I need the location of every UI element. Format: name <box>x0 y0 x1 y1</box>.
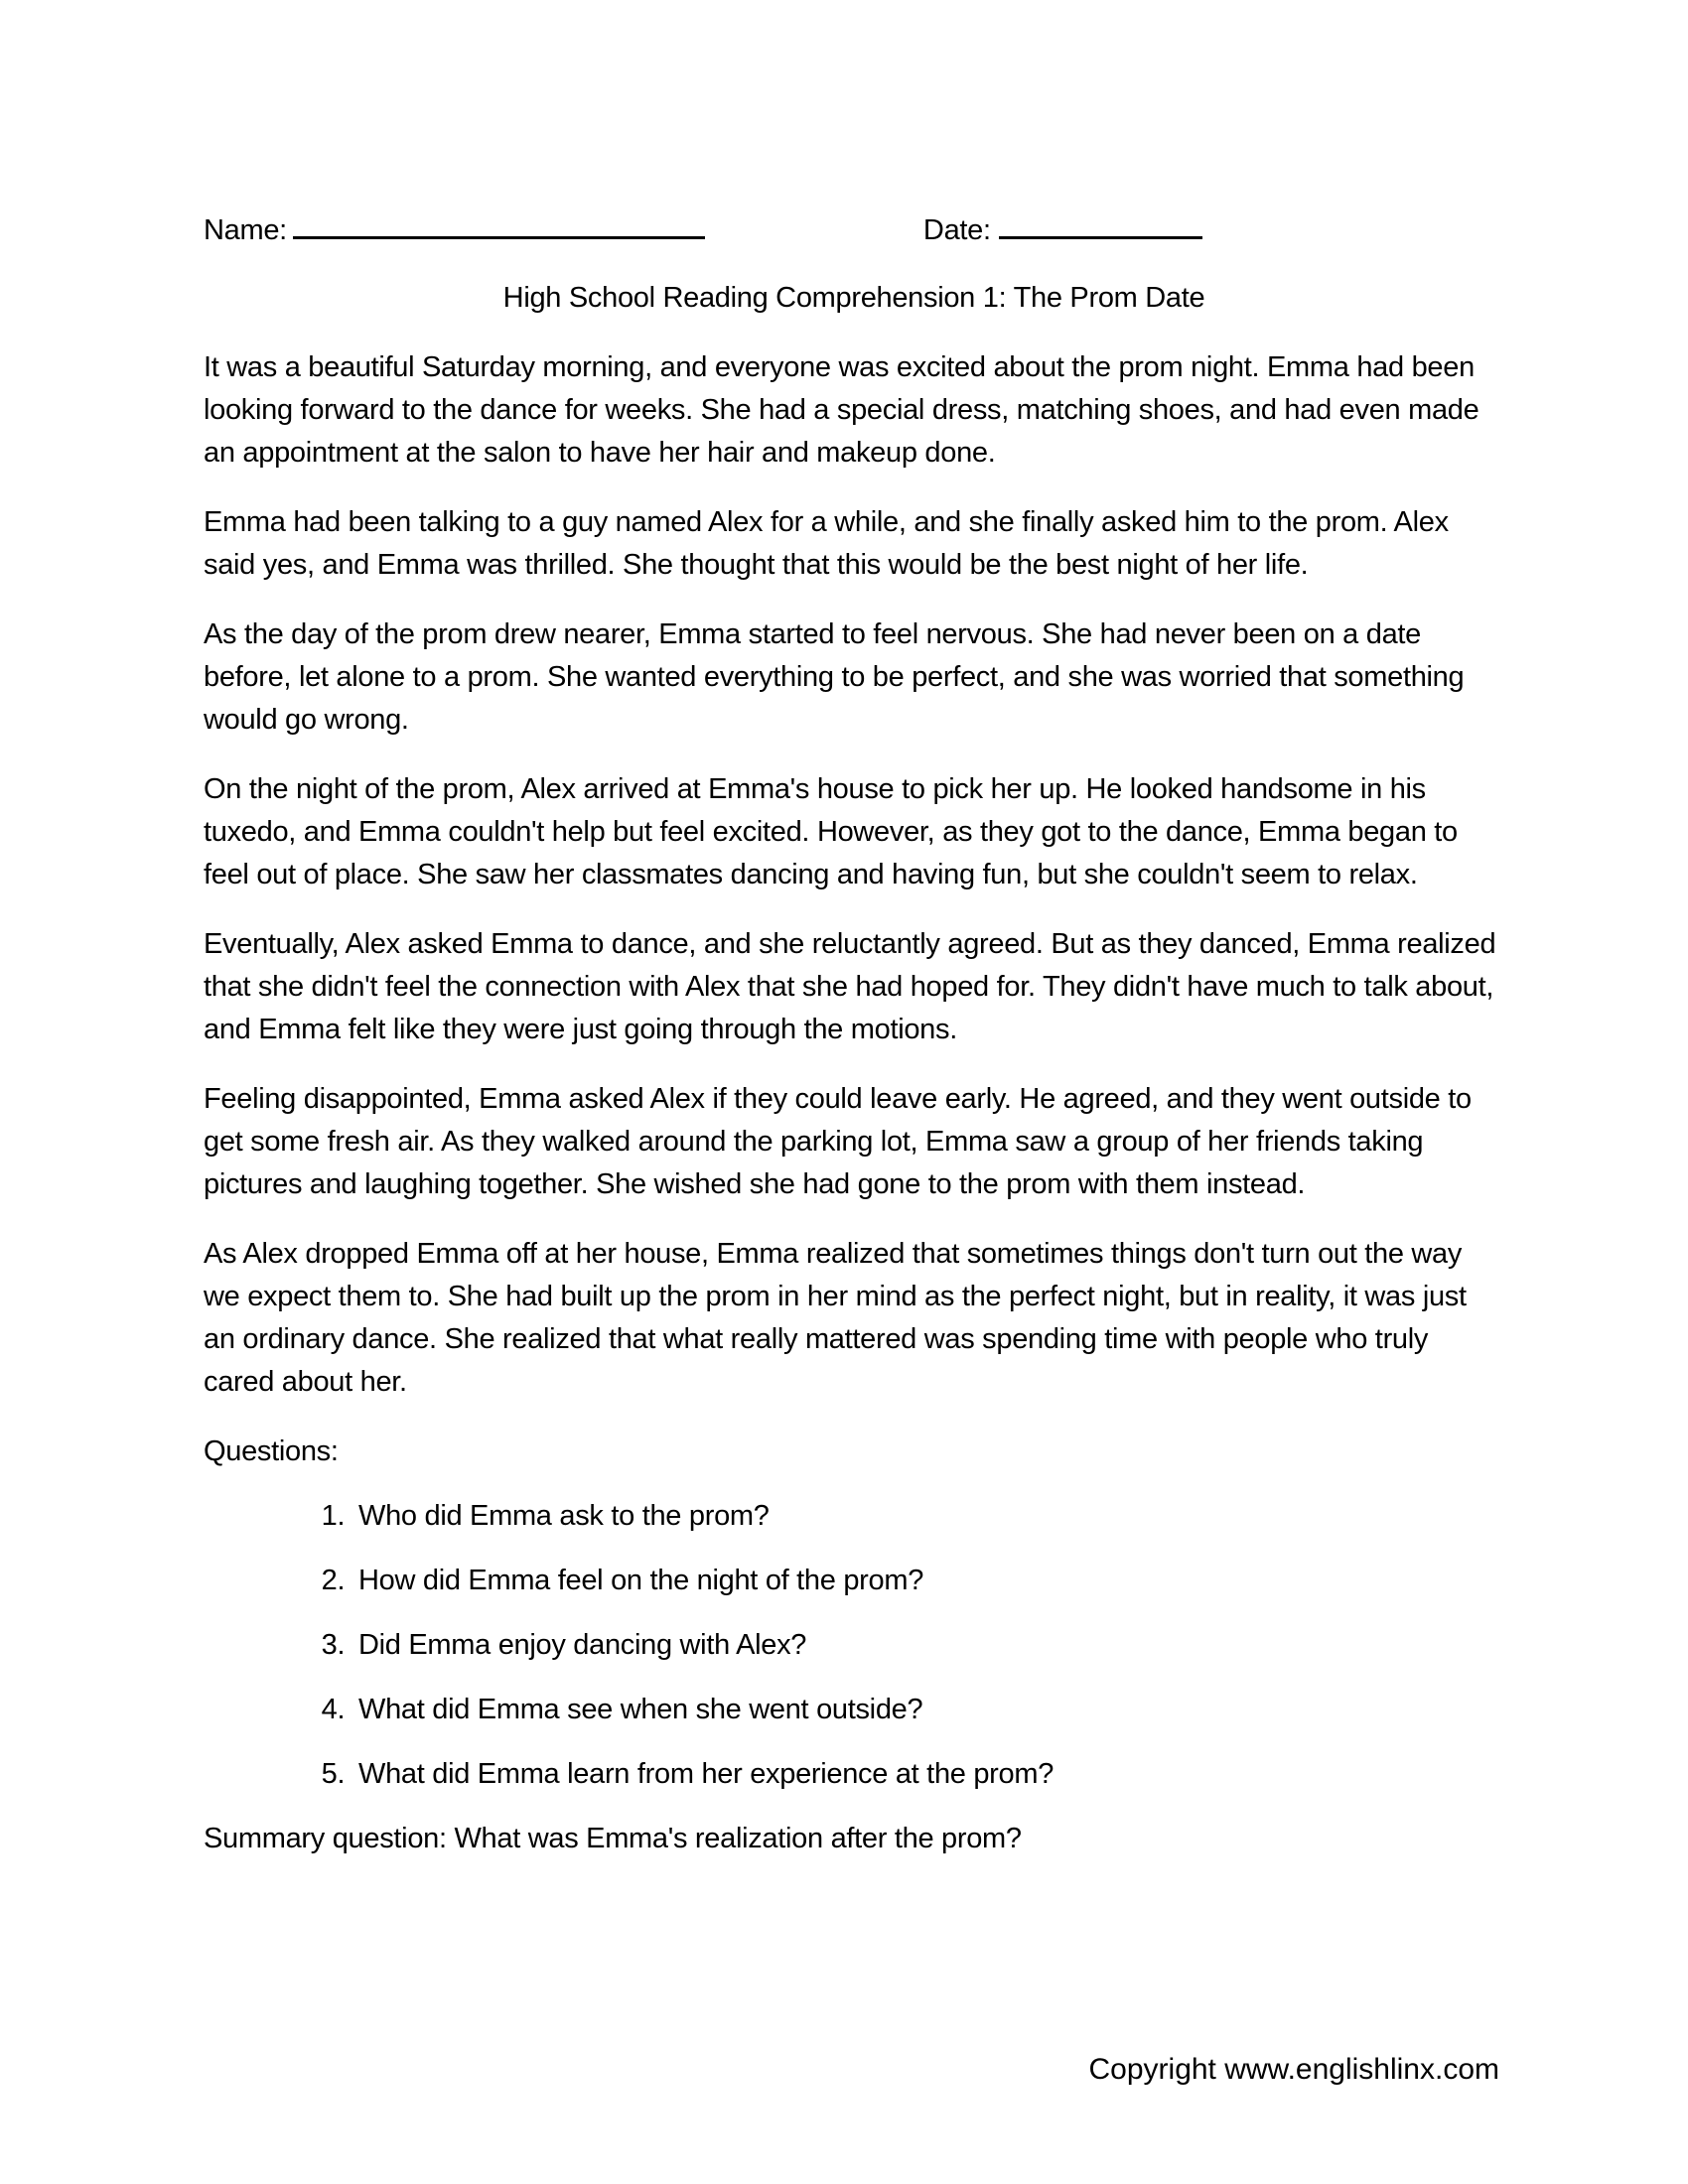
story-paragraph-1: It was a beautiful Saturday morning, and everyone was excited about the prom night. Emma had been looking forward to the dance for weeks. She had a special dress, matching shoes, and had even made an appointment at the salon to have her hair and makeup done. <box>204 351 1479 469</box>
questions-heading: Questions: <box>204 1435 339 1467</box>
name-label: Name: <box>204 214 287 246</box>
worksheet-title: High School Reading Comprehension 1: The Prom Date <box>502 282 1205 314</box>
story-paragraph-7: As Alex dropped Emma off at her house, Emma realized that sometimes things don't turn out the way we expect them to. She had built up the prom in her mind as the perfect night, but in reality, it was just an ordinary dance. She realized that what really mattered was spending time with people who truly cared about her. <box>204 1238 1467 1398</box>
name-blank-line <box>293 206 705 239</box>
story-paragraph-3: As the day of the prom drew nearer, Emma started to feel nervous. She had never been on a date before, let alone to a prom. She wanted everything to be perfect, and she was worried that something would go wrong. <box>204 618 1465 736</box>
date-blank-line <box>999 206 1202 239</box>
story-paragraph-5: Eventually, Alex asked Emma to dance, and she reluctantly agreed. But as they danced, Emma realized that she didn't feel the connection with Alex that she had hoped for. They didn't have much to talk about, and Emma felt like they were just going through the motions. <box>204 928 1496 1045</box>
question-item-4: 4. What did Emma see when she went outside? <box>352 1689 1504 1731</box>
story-paragraph-4: On the night of the prom, Alex arrived at Emma's house to pick her up. He looked handsome in his tuxedo, and Emma couldn't help but feel excited. However, as they got to the dance, Emma began to feel out of place. She saw her classmates dancing and having fun, but she couldn't seem to relax. <box>204 773 1458 890</box>
story-paragraph-2: Emma had been talking to a guy named Alex for a while, and she finally asked him to the prom. Alex said yes, and Emma was thrilled. She thought that this would be the best night of her life. <box>204 506 1449 581</box>
summary-question: Summary question: What was Emma's realization after the prom? <box>204 1823 1022 1854</box>
questions-list <box>204 1495 1504 1796</box>
worksheet-content <box>204 0 1504 1860</box>
copyright-text: Copyright www.englishlinx.com <box>1088 2053 1499 2086</box>
question-item-5: 5. What did Emma learn from her experience at the prom? <box>352 1753 1504 1796</box>
name-date-row <box>204 0 1504 252</box>
question-item-3: 3. Did Emma enjoy dancing with Alex? <box>352 1624 1504 1667</box>
question-item-1: 1. Who did Emma ask to the prom? <box>352 1495 1504 1538</box>
question-item-2: 2. How did Emma feel on the night of the prom? <box>352 1560 1504 1602</box>
date-label: Date: <box>922 214 991 246</box>
story-paragraph-6: Feeling disappointed, Emma asked Alex if they could leave early. He agreed, and they went outside to get some fresh air. As they walked around the parking lot, Emma saw a group of her friends taking pictures and laughing together. She wished she had gone to the prom with them instead. <box>204 1083 1472 1200</box>
